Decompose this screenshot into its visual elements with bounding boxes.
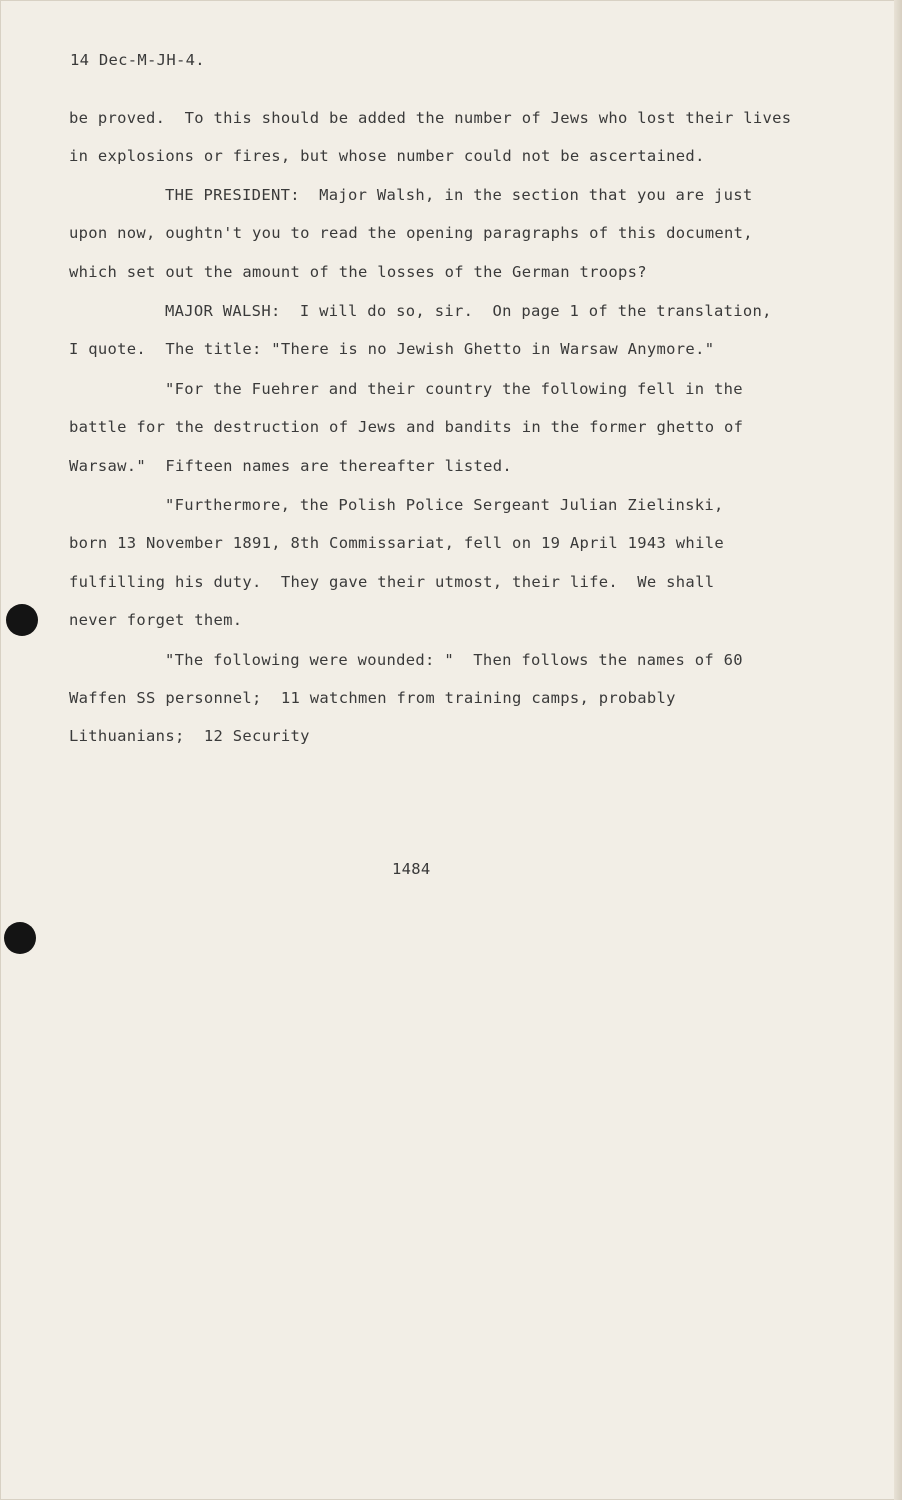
document-reference: 14 Dec-M-JH-4. xyxy=(70,51,205,69)
text-line-6: MAJOR WALSH: I will do so, sir. On page 1 of the translation, xyxy=(165,302,772,320)
page-number: 1484 xyxy=(392,860,431,878)
text-line-5: which set out the amount of the losses of the German troops? xyxy=(69,263,647,281)
text-line-9: battle for the destruction of Jews and bandits in the former ghetto of xyxy=(69,418,744,436)
text-line-7: I quote. The title: "There is no Jewish Ghetto in Warsaw Anymore." xyxy=(69,340,715,358)
text-line-2: in explosions or fires, but whose number could not be ascertained. xyxy=(69,147,705,165)
text-line-16: Waffen SS personnel; 11 watchmen from training camps, probably xyxy=(69,689,676,707)
punch-hole-upper xyxy=(6,604,38,636)
text-line-4: upon now, oughtn't you to read the opening paragraphs of this document, xyxy=(69,224,753,242)
text-line-15: "The following were wounded: " Then follows the names of 60 xyxy=(165,651,743,669)
text-line-17: Lithuanians; 12 Security xyxy=(69,727,310,745)
text-line-8: "For the Fuehrer and their country the following fell in the xyxy=(165,380,743,398)
text-line-14: never forget them. xyxy=(69,611,243,629)
text-line-13: fulfilling his duty. They gave their utmost, their life. We shall xyxy=(69,573,715,591)
text-line-10: Warsaw." Fifteen names are thereafter listed. xyxy=(69,457,513,475)
text-line-11: "Furthermore, the Polish Police Sergeant Julian Zielinski, xyxy=(165,496,724,514)
text-line-3: THE PRESIDENT: Major Walsh, in the section that you are just xyxy=(165,186,753,204)
punch-hole-lower xyxy=(4,922,36,954)
text-line-1: be proved. To this should be added the number of Jews who lost their lives xyxy=(69,109,792,127)
text-line-12: born 13 November 1891, 8th Commissariat, fell on 19 April 1943 while xyxy=(69,534,724,552)
